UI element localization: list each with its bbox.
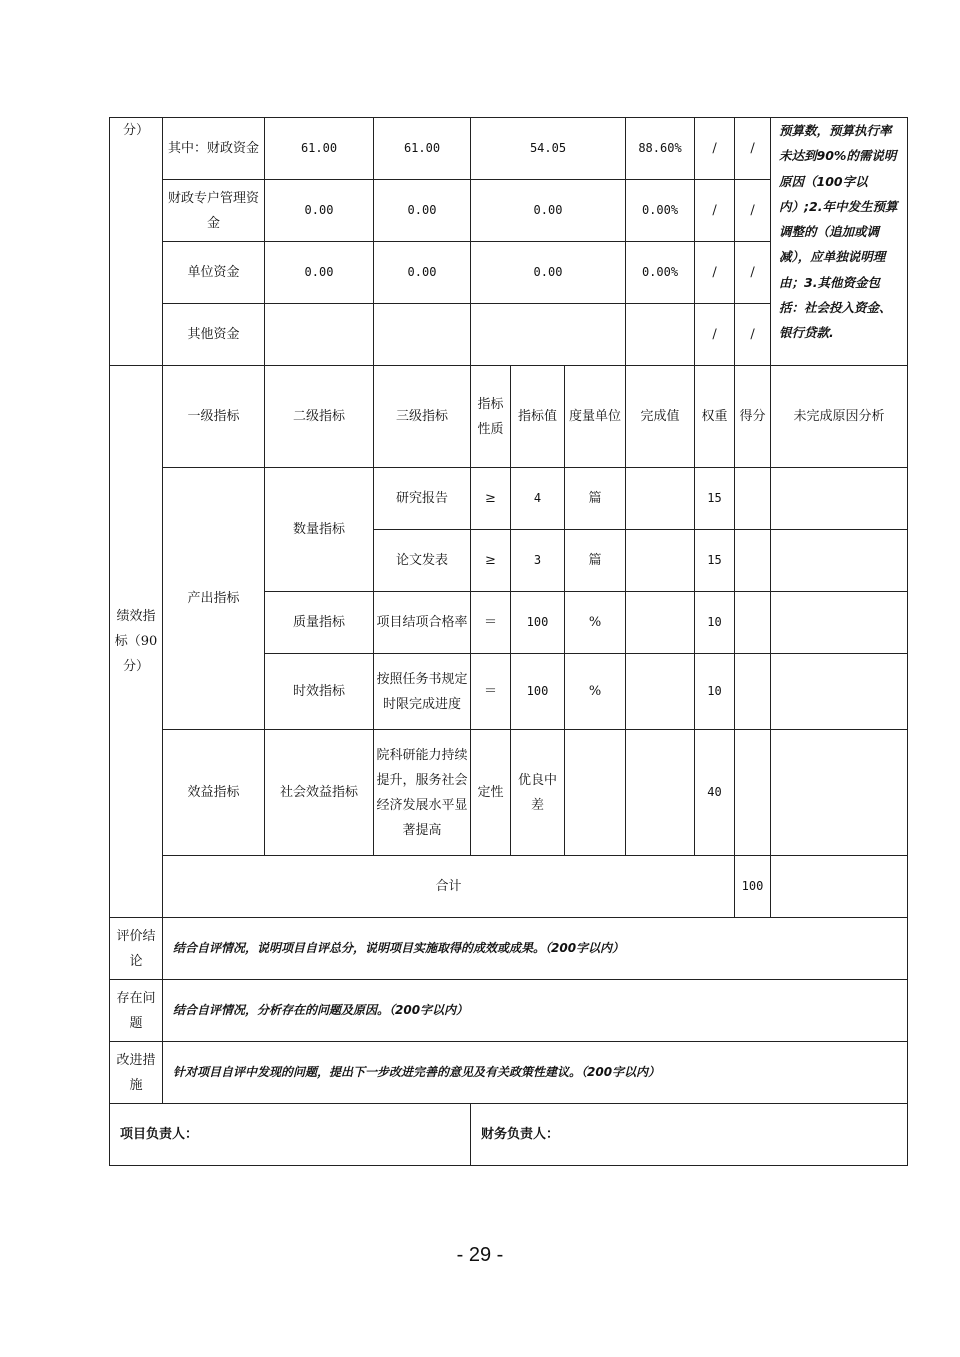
evaluation-label: 存在问题 <box>110 980 163 1042</box>
level3-indicator: 研究报告 <box>374 468 471 530</box>
header-weight: 权重 <box>695 366 735 468</box>
budget-full-year: 0.00 <box>374 180 471 242</box>
evaluation-text: 结合自评情况，说明项目自评总分，说明项目实施取得的成效或成果。（200字以内） <box>163 918 908 980</box>
total-score <box>771 856 908 918</box>
evaluation-text: 结合自评情况，分析存在的问题及原因。（200字以内） <box>163 980 908 1042</box>
indicator-weight: 15 <box>695 468 735 530</box>
budget-executed: 54.05 <box>471 118 626 180</box>
budget-rate <box>626 304 695 366</box>
budget-row-name: 其他资金 <box>163 304 265 366</box>
budget-weight: / <box>695 242 735 304</box>
performance-section-label: 绩效指标（90分） <box>110 366 163 918</box>
header-level2: 二级指标 <box>265 366 374 468</box>
level2-social-benefit: 社会效益指标 <box>265 730 374 856</box>
evaluation-label: 评价结论 <box>110 918 163 980</box>
performance-header-row <box>110 366 908 468</box>
budget-annual: 0.00 <box>265 180 374 242</box>
indicator-nature: ≥ <box>471 468 511 530</box>
indicator-nature: ＝ <box>471 654 511 730</box>
indicator-score <box>735 468 771 530</box>
indicator-completed <box>626 730 695 856</box>
indicator-unit <box>565 730 626 856</box>
total-row <box>110 856 908 918</box>
header-value: 指标值 <box>511 366 565 468</box>
budget-weight: / <box>695 118 735 180</box>
indicator-row <box>110 730 908 856</box>
budget-row-name: 单位资金 <box>163 242 265 304</box>
budget-note: 预算数，预算执行率未达到90%的需说明原因（100字以内）;2.年中发生预算调整的（追加或调减），应单独说明理由；3.其他资金包括：社会投入资金、银行贷款. <box>771 118 908 366</box>
level2-timeliness: 时效指标 <box>265 654 374 730</box>
level3-indicator: 论文发表 <box>374 530 471 592</box>
indicator-completed <box>626 530 695 592</box>
budget-full-year: 61.00 <box>374 118 471 180</box>
level2-quality: 质量指标 <box>265 592 374 654</box>
budget-annual <box>265 304 374 366</box>
header-completed: 完成值 <box>626 366 695 468</box>
indicator-score <box>735 530 771 592</box>
page-number: - 29 - <box>456 1244 504 1266</box>
level3-indicator: 院科研能力持续提升，服务社会经济发展水平显著提高 <box>374 730 471 856</box>
budget-annual: 61.00 <box>265 118 374 180</box>
level1-output: 产出指标 <box>163 468 265 730</box>
header-level3: 三级指标 <box>374 366 471 468</box>
total-weight: 100 <box>735 856 771 918</box>
evaluation-label: 改进措施 <box>110 1042 163 1104</box>
indicator-score <box>735 592 771 654</box>
indicator-value: 4 <box>511 468 565 530</box>
indicator-weight: 15 <box>695 530 735 592</box>
header-level1: 一级指标 <box>163 366 265 468</box>
budget-executed: 0.00 <box>471 242 626 304</box>
level2-quantity: 数量指标 <box>265 468 374 592</box>
header-nature: 指标性质 <box>471 366 511 468</box>
indicator-unit: % <box>565 654 626 730</box>
budget-full-year <box>374 304 471 366</box>
indicator-reason <box>771 654 908 730</box>
budget-score: / <box>735 118 771 180</box>
finance-lead-signature: 财务负责人： <box>471 1104 908 1166</box>
indicator-reason <box>771 730 908 856</box>
indicator-row <box>110 468 908 530</box>
header-unit: 度量单位 <box>565 366 626 468</box>
indicator-reason <box>771 530 908 592</box>
budget-score: / <box>735 242 771 304</box>
indicator-completed <box>626 592 695 654</box>
indicator-unit: 篇 <box>565 468 626 530</box>
evaluation-row <box>110 980 908 1042</box>
evaluation-row <box>110 1042 908 1104</box>
performance-evaluation-table <box>109 117 908 1166</box>
budget-rate: 88.60% <box>626 118 695 180</box>
indicator-nature: ≥ <box>471 530 511 592</box>
indicator-value: 3 <box>511 530 565 592</box>
budget-annual: 0.00 <box>265 242 374 304</box>
indicator-weight: 10 <box>695 592 735 654</box>
budget-section-label: 分） <box>110 118 163 366</box>
indicator-nature: ＝ <box>471 592 511 654</box>
signature-row <box>110 1104 908 1166</box>
budget-executed: 0.00 <box>471 180 626 242</box>
level3-indicator: 按照任务书规定时限完成进度 <box>374 654 471 730</box>
evaluation-text: 针对项目自评中发现的问题，提出下一步改进完善的意见及有关政策性建议。（200字以内） <box>163 1042 908 1104</box>
budget-full-year: 0.00 <box>374 242 471 304</box>
budget-score: / <box>735 304 771 366</box>
budget-score: / <box>735 180 771 242</box>
indicator-reason <box>771 592 908 654</box>
level1-benefit: 效益指标 <box>163 730 265 856</box>
indicator-nature: 定性 <box>471 730 511 856</box>
indicator-value: 100 <box>511 654 565 730</box>
budget-executed <box>471 304 626 366</box>
indicator-unit: % <box>565 592 626 654</box>
budget-rate: 0.00% <box>626 180 695 242</box>
indicator-completed <box>626 468 695 530</box>
indicator-value: 100 <box>511 592 565 654</box>
indicator-score <box>735 654 771 730</box>
budget-weight: / <box>695 180 735 242</box>
indicator-reason <box>771 468 908 530</box>
indicator-unit: 篇 <box>565 530 626 592</box>
level3-indicator: 项目结项合格率 <box>374 592 471 654</box>
budget-weight: / <box>695 304 735 366</box>
evaluation-row <box>110 918 908 980</box>
indicator-score <box>735 730 771 856</box>
indicator-value: 优良中差 <box>511 730 565 856</box>
header-reason: 未完成原因分析 <box>771 366 908 468</box>
budget-row <box>110 118 908 180</box>
indicator-weight: 40 <box>695 730 735 856</box>
indicator-weight: 10 <box>695 654 735 730</box>
total-label: 合计 <box>163 856 735 918</box>
budget-rate: 0.00% <box>626 242 695 304</box>
header-score: 得分 <box>735 366 771 468</box>
project-lead-signature: 项目负责人： <box>110 1104 471 1166</box>
budget-row-name: 财政专户管理资金 <box>163 180 265 242</box>
budget-row-name: 其中：财政资金 <box>163 118 265 180</box>
indicator-completed <box>626 654 695 730</box>
